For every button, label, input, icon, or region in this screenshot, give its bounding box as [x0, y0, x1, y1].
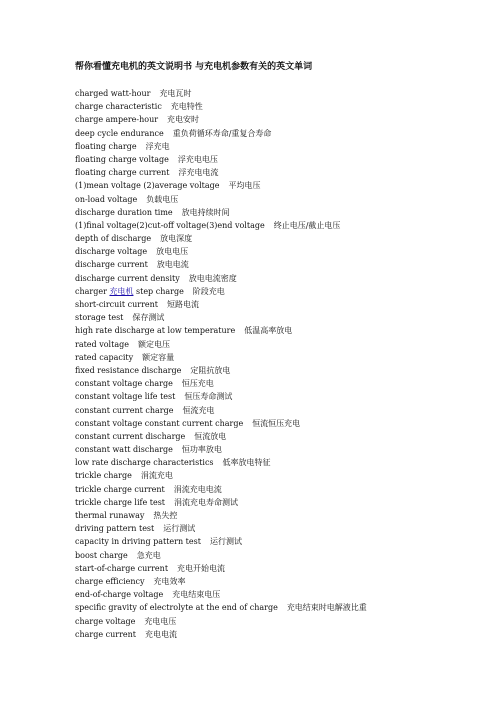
- term-english: [75, 287, 184, 296]
- term-row: [75, 166, 485, 179]
- term-chinese: 浮充电: [145, 141, 170, 151]
- term-english: floating charge: [75, 141, 137, 151]
- term-chinese: 阶段充电: [192, 286, 225, 296]
- term-row: [75, 417, 485, 430]
- term-row: [75, 272, 485, 285]
- term-chinese: 平均电压: [228, 181, 261, 191]
- term-row: [75, 364, 485, 377]
- term-chinese: 充电电压: [144, 616, 177, 626]
- term-row: [75, 496, 485, 509]
- term-english: on-load voltage: [75, 194, 138, 204]
- term-row: [75, 443, 485, 456]
- term-row: [75, 179, 485, 192]
- term-english: trickle charge life test: [75, 497, 166, 507]
- term-row: [75, 522, 485, 535]
- term-chinese: 放电电流: [156, 260, 189, 270]
- term-english: specific gravity of electrolyte at the end of charge: [75, 603, 278, 613]
- term-chinese: 负载电压: [146, 194, 179, 204]
- term-english: charge voltage: [75, 616, 136, 626]
- term-chinese: 低温高率放电: [244, 326, 293, 336]
- term-english: constant current charge: [75, 405, 174, 415]
- term-chinese: 充电特性: [170, 102, 203, 112]
- term-chinese: 恒压寿命测试: [184, 392, 233, 402]
- term-row: [75, 615, 485, 628]
- term-chinese: 保存测试: [132, 313, 165, 323]
- term-list: [75, 87, 485, 641]
- term-row: [75, 324, 485, 337]
- term-row: [75, 219, 485, 232]
- term-english: low rate discharge characteristics: [75, 458, 214, 468]
- term-row: [75, 588, 485, 601]
- term-english: start-of-charge current: [75, 563, 169, 573]
- term-chinese: 充电开始电流: [177, 563, 226, 573]
- term-row: [75, 430, 485, 443]
- term-english: end-of-charge voltage: [75, 590, 164, 600]
- term-row: [75, 87, 485, 100]
- term-row: [75, 377, 485, 390]
- term-english: capacity in driving pattern test: [75, 537, 201, 547]
- term-english: charge efficiency: [75, 576, 145, 586]
- term-english-suffix: step charge: [133, 286, 184, 296]
- term-row: [75, 483, 485, 496]
- term-english: charged watt-hour: [75, 89, 151, 98]
- term-english: storage test: [75, 313, 124, 323]
- term-row: [75, 258, 485, 271]
- term-row: [75, 232, 485, 245]
- term-english: discharge duration time: [75, 207, 173, 217]
- term-row: [75, 404, 485, 417]
- term-english: discharge current density: [75, 273, 180, 283]
- term-chinese: 浮充电电压: [177, 154, 218, 164]
- term-english: short-circuit current: [75, 300, 159, 309]
- term-chinese: 额定容量: [142, 352, 175, 362]
- term-row: [75, 127, 485, 140]
- term-english: discharge voltage: [75, 247, 148, 257]
- term-chinese: 重负荷循环寿命/重复合寿命: [172, 128, 272, 138]
- term-english: thermal runaway: [75, 511, 145, 520]
- term-english: (1)mean voltage (2)average voltage: [75, 181, 220, 191]
- term-english: rated voltage: [75, 339, 129, 349]
- term-chinese: 充电结束时电解液比重: [286, 603, 367, 613]
- term-row: [75, 601, 485, 614]
- term-english: deep cycle endurance: [75, 128, 164, 138]
- term-english: charge current: [75, 629, 137, 639]
- term-row: [75, 100, 485, 113]
- term-english: fixed resistance discharge: [75, 365, 182, 375]
- page-title: 帮你看懂充电机的英文说明书 与充电机参数有关的英文单词: [75, 62, 313, 72]
- term-chinese: 运行测试: [163, 524, 196, 534]
- term-english-prefix: charger: [75, 286, 110, 296]
- term-english: floating charge current: [75, 168, 170, 178]
- term-chinese: 充电结束电压: [172, 590, 221, 600]
- term-chinese: 充电安时: [167, 115, 200, 125]
- term-row: [75, 456, 485, 469]
- term-chinese: 热失控: [153, 511, 178, 520]
- term-chinese: 放电电压: [156, 247, 189, 257]
- term-row: [75, 390, 485, 403]
- term-row: [75, 351, 485, 364]
- term-chinese: 急充电: [136, 550, 161, 560]
- term-chinese: 恒流放电: [194, 431, 227, 441]
- term-chinese: 涓流充电: [140, 471, 173, 481]
- term-english: constant voltage constant current charge: [75, 418, 244, 428]
- term-chinese: 低率放电特征: [222, 458, 271, 468]
- term-row: [75, 549, 485, 562]
- term-row: [75, 285, 485, 298]
- term-english: charge characteristic: [75, 102, 162, 112]
- term-chinese: 终止电压/截止电压: [273, 220, 341, 230]
- term-row: [75, 206, 485, 219]
- term-english: high rate discharge at low temperature: [75, 326, 236, 336]
- term-row: [75, 338, 485, 351]
- term-chinese: 充电瓦时: [159, 89, 192, 98]
- term-chinese: 定阻抗放电: [190, 365, 231, 375]
- term-english: depth of discharge: [75, 234, 152, 244]
- term-chinese: 放电深度: [160, 234, 193, 244]
- term-chinese: 涓流充电寿命测试: [174, 497, 239, 507]
- term-chinese: 放电持续时间: [181, 207, 230, 217]
- term-english: discharge current: [75, 260, 148, 270]
- term-row: [75, 628, 485, 641]
- charger-link[interactable]: 充电机: [109, 286, 134, 296]
- term-chinese: 浮充电电流: [178, 168, 219, 178]
- term-row: [75, 113, 485, 126]
- term-english: rated capacity: [75, 352, 134, 362]
- term-chinese: 涓流充电电流: [173, 484, 222, 494]
- term-english: constant watt discharge: [75, 445, 173, 455]
- term-row: [75, 562, 485, 575]
- term-row: [75, 575, 485, 588]
- term-chinese: 恒流充电: [182, 405, 215, 415]
- term-english: charge ampere-hour: [75, 115, 159, 125]
- term-chinese: 恒压充电: [181, 379, 214, 389]
- term-chinese: 短路电流: [167, 300, 200, 309]
- term-english: (1)final voltage(2)cut-off voltage(3)end voltage: [75, 220, 265, 230]
- term-chinese: 放电电流密度: [188, 273, 237, 283]
- term-chinese: 运行测试: [209, 537, 242, 547]
- term-row: [75, 311, 485, 324]
- term-row: [75, 535, 485, 548]
- term-row: [75, 245, 485, 258]
- term-chinese: 恒功率放电: [181, 445, 222, 455]
- term-row: [75, 469, 485, 482]
- term-row: [75, 140, 485, 153]
- term-english: trickle charge current: [75, 484, 165, 494]
- term-chinese: 额定电压: [137, 339, 170, 349]
- term-row: [75, 298, 485, 311]
- term-english: constant voltage charge: [75, 379, 173, 389]
- term-row: [75, 153, 485, 166]
- term-english: floating charge voltage: [75, 154, 169, 164]
- term-english: boost charge: [75, 550, 128, 560]
- term-english: trickle charge: [75, 471, 132, 481]
- term-row: [75, 509, 485, 522]
- term-chinese: 恒流恒压充电: [252, 418, 301, 428]
- term-english: constant voltage life test: [75, 392, 176, 402]
- term-english: driving pattern test: [75, 524, 155, 534]
- term-row: [75, 193, 485, 206]
- term-chinese: 充电效率: [153, 576, 186, 586]
- term-english: constant current discharge: [75, 431, 186, 441]
- term-chinese: 充电电流: [145, 629, 178, 639]
